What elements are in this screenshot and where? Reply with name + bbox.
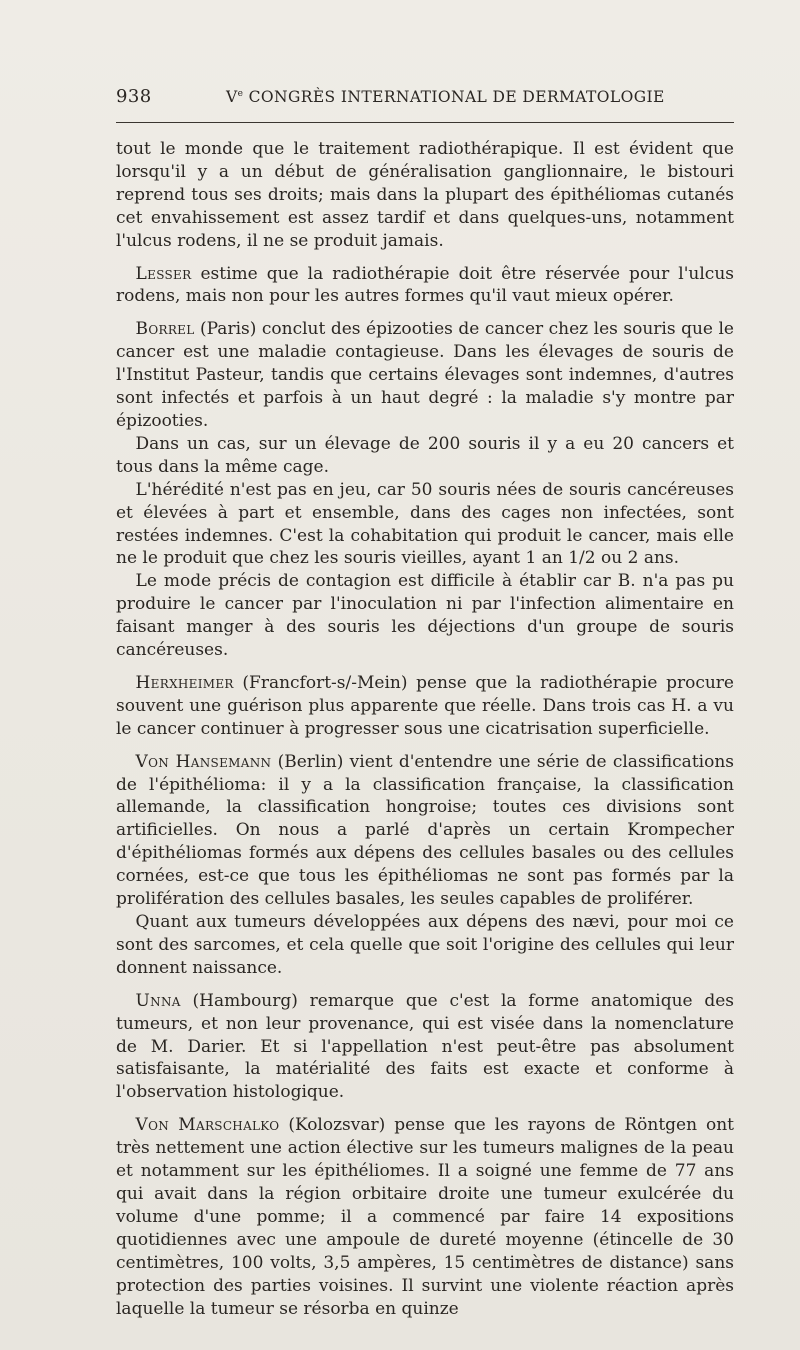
header-rule bbox=[116, 122, 734, 123]
paragraph-unna bbox=[116, 990, 734, 1105]
paragraph-hansemann bbox=[116, 751, 734, 911]
paragraph-borrel-contagion bbox=[116, 570, 734, 662]
paragraph-text: estime que la radiothérapie doit être réservée pour l'ulcus rodens, mais non pour les autres formes qu'il vaut mieux opérer. bbox=[116, 263, 734, 307]
paragraph-lesser bbox=[116, 263, 734, 309]
paragraph-borrel bbox=[116, 318, 734, 433]
running-head bbox=[226, 88, 665, 106]
running-head-title: CONGRÈS INTERNATIONAL DE DERMATOLOGIE bbox=[243, 88, 665, 106]
speaker-name: Von Hansemann bbox=[135, 751, 272, 772]
speaker-name: Herxheimer bbox=[135, 672, 234, 693]
page-header bbox=[116, 86, 734, 116]
body-text bbox=[116, 138, 734, 1320]
paragraph-text: Quant aux tumeurs développées aux dépens des nævi, pour moi ce sont des sarcomes, et cela quelle que soit l'origine des cellules qui leur donnent naissance. bbox=[116, 912, 734, 978]
speaker-name: Von Marschalko bbox=[135, 1115, 280, 1136]
paragraph-text: Dans un cas, sur un élevage de 200 souris il y a eu 20 cancers et tous dans la même cage. bbox=[116, 433, 734, 477]
paragraph-borrel-case bbox=[116, 433, 734, 479]
paragraph-hansemann-naevi bbox=[116, 911, 734, 980]
paragraph-marschalko bbox=[116, 1114, 734, 1320]
running-head-prefix: V bbox=[226, 88, 238, 106]
running-head-superscript: e bbox=[237, 88, 244, 99]
paragraph-text: (Francfort-s/-Mein) pense que la radiothérapie procure souvent une guérison plus apparente que réelle. Dans trois cas H. a vu le cancer continuer à progresser sous une cicatrisation superficielle. bbox=[116, 672, 734, 739]
paragraph-text: Le mode précis de contagion est difficile à établir car B. n'a pas pu produire le cancer par l'inoculation ni par l'infection alimentaire en faisant manger à des souris les déjections d'un groupe de souris cancéreuses. bbox=[116, 571, 734, 661]
paragraph-text: tout le monde que le traitement radiothérapique. Il est évident que lorsqu'il y a un début de généralisation ganglionnaire, le bistouri reprend tous ses droits; mais dans la plupart des épithéliomas cutanés cet envahissement est assez tardif et dans quelques-uns, notamment l'ulcus rodens, il ne se produit jamais. bbox=[116, 139, 734, 251]
speaker-name: Unna bbox=[135, 990, 181, 1011]
paragraph-text: (Kolozsvar) pense que les rayons de Röntgen ont très nettement une action élective sur les tumeurs malignes de la peau et notamment sur les épithéliomes. Il a soigné une femme de 77 ans qui avait dans la région orbitaire droite une tumeur exulcérée du volume d'une pomme; il a commencé par faire 14 expositions quotidiennes avec une ampoule de dureté moyenne (étincelle de 30 centimètres, 100 volts, 3,5 ampères, 15 centimètres de distance) sans protection des parties voisines. Il survint une violente réaction après laquelle la tumeur se résorba en quinze bbox=[116, 1115, 735, 1319]
paragraph-text: (Berlin) vient d'entendre une série de classifications de l'épithélioma: il y a la classification française, la classification allemande, la classification hongroise; toutes ces divisions sont artificielles. On nous a parlé d'après un certain Krompecher d'épithéliomas formés aux dépens des cellules basales ou des cellules cornées, est-ce que tous les épithéliomas ne sont pas formés par la prolifération des cellules basales, les seules capables de proliférer. bbox=[116, 751, 734, 910]
paragraph-continuation bbox=[116, 138, 734, 253]
paragraph-herxheimer bbox=[116, 672, 734, 741]
paragraph-text: L'hérédité n'est pas en jeu, car 50 souris nées de souris cancéreuses et élevées à part et ensemble, dans des cages non infectées, sont restées indemnes. C'est la cohabitation qui produit le cancer, mais elle ne le produit que chez les souris vieilles, ayant 1 an 1/2 ou 2 ans. bbox=[116, 479, 734, 569]
speaker-name: Borrel bbox=[135, 319, 195, 340]
page-number: 938 bbox=[116, 86, 152, 107]
paragraph-borrel-heredity bbox=[116, 479, 734, 571]
speaker-name: Lesser bbox=[135, 263, 192, 284]
paragraph-text: (Paris) conclut des épizooties de cancer chez les souris que le cancer est une maladie contagieuse. Dans les élevages de souris de l'Institut Pasteur, tandis que certains élevages sont indemnes, d'autres sont infectés et parfois à un haut degré : la maladie s'y montre par épizooties. bbox=[116, 319, 734, 431]
paragraph-text: (Hambourg) remarque que c'est la forme anatomique des tumeurs, et non leur provenance, qui est visée dans la nomenclature de M. Darier. Et si l'appellation n'est peut-être pas absolument satisfaisante, la matérialité des faits est exacte et conforme à l'observation histologique. bbox=[116, 990, 734, 1103]
